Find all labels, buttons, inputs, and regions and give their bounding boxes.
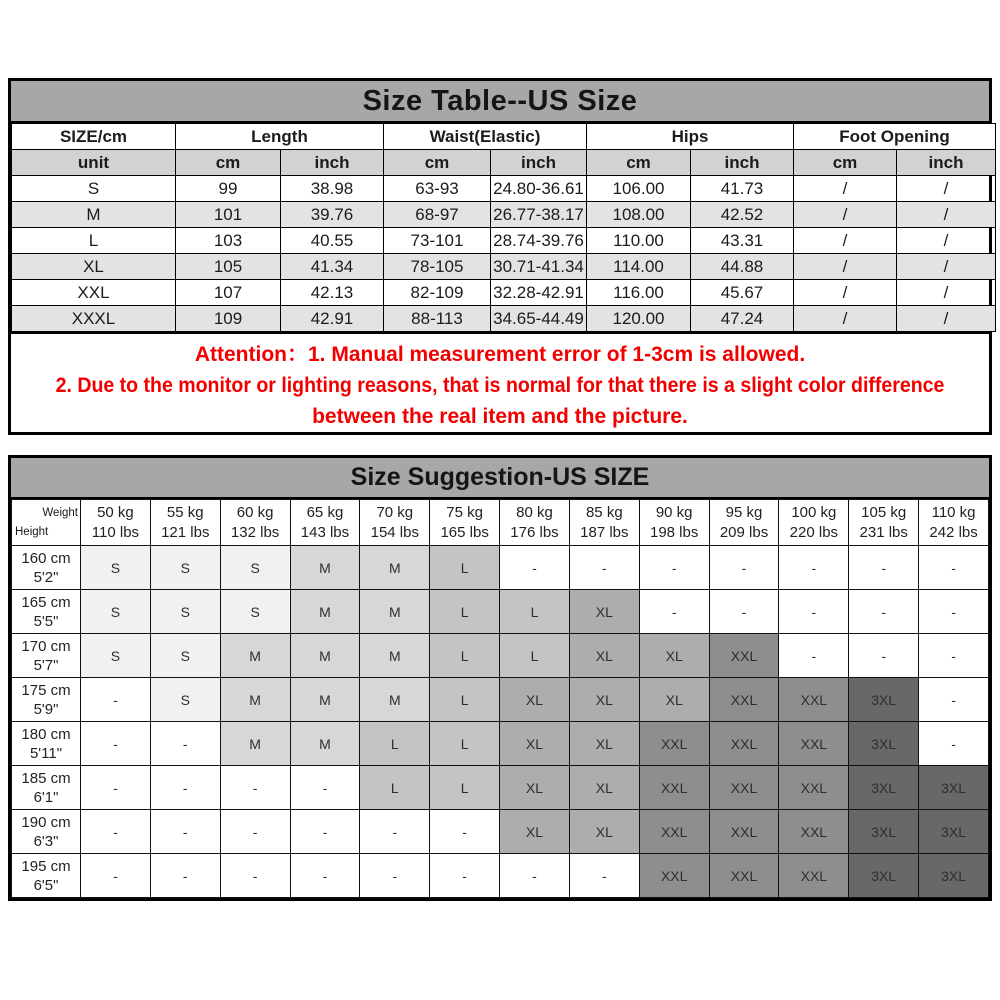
- size-label-cell: XXXL: [12, 306, 176, 332]
- suggestion-cell: -: [220, 810, 290, 854]
- measurement-cell: 41.73: [691, 176, 794, 202]
- weight-header-cell: [150, 500, 220, 546]
- suggestion-cell: 3XL: [919, 766, 989, 810]
- height-cm-label: 170 cm: [21, 637, 71, 655]
- suggestion-cell: -: [150, 854, 220, 898]
- suggestion-cell: XXL: [779, 810, 849, 854]
- unit-header-cell: cm: [176, 150, 281, 176]
- weight-header-cell: [220, 500, 290, 546]
- height-row-165cm: [12, 590, 989, 634]
- suggestion-cell: -: [569, 546, 639, 590]
- size-label-cell: M: [12, 202, 176, 228]
- height-ft-label: 6'1": [33, 788, 59, 806]
- measurement-cell: 26.77-38.17: [491, 202, 587, 228]
- suggestion-cell: 3XL: [849, 678, 919, 722]
- measurement-cell: 88-113: [384, 306, 491, 332]
- size-row-M: [12, 202, 996, 228]
- suggestion-cell: 3XL: [919, 810, 989, 854]
- weight-header-cell: [360, 500, 430, 546]
- measurement-cell: 40.55: [281, 228, 384, 254]
- suggestion-cell: XL: [569, 678, 639, 722]
- suggestion-cell: S: [81, 546, 151, 590]
- weight-header-cell: [639, 500, 709, 546]
- suggestion-cell: M: [290, 590, 360, 634]
- height-ft-label: 5'9": [33, 700, 59, 718]
- measurement-cell: 42.13: [281, 280, 384, 306]
- measurement-cell: /: [897, 306, 996, 332]
- weight-kg-label: 100 kg: [791, 503, 837, 521]
- weight-header-cell: [849, 500, 919, 546]
- weight-lbs-label: 198 lbs: [649, 523, 699, 541]
- suggestion-cell: 3XL: [849, 854, 919, 898]
- measurement-cell: 43.31: [691, 228, 794, 254]
- suggestion-cell: XXL: [709, 766, 779, 810]
- suggestion-cell: -: [639, 546, 709, 590]
- suggestion-cell: -: [360, 810, 430, 854]
- suggestion-cell: L: [430, 722, 500, 766]
- suggestion-cell: M: [220, 722, 290, 766]
- attention-line-3: between the real item and the picture.: [312, 405, 688, 428]
- measurement-cell: 28.74-39.76: [491, 228, 587, 254]
- height-header-cell: [12, 722, 81, 766]
- suggestion-cell: M: [290, 722, 360, 766]
- weight-lbs-label: 220 lbs: [789, 523, 839, 541]
- suggestion-cell: -: [150, 722, 220, 766]
- measurement-cell: 47.24: [691, 306, 794, 332]
- suggestion-cell: -: [430, 810, 500, 854]
- suggestion-cell: S: [220, 590, 290, 634]
- measurement-cell: 44.88: [691, 254, 794, 280]
- attention-line-1: Attention：1. Manual measurement error of 1-3cm is allowed.: [194, 343, 806, 366]
- suggestion-cell: 3XL: [849, 810, 919, 854]
- column-group-header: Waist(Elastic): [384, 124, 587, 150]
- height-row-195cm: [12, 854, 989, 898]
- weight-lbs-label: 242 lbs: [929, 523, 978, 541]
- suggestion-cell: M: [290, 678, 360, 722]
- unit-header-cell: inch: [897, 150, 996, 176]
- height-cm-label: 180 cm: [21, 725, 71, 743]
- weight-lbs-label: 132 lbs: [230, 523, 280, 541]
- weight-header-cell: [500, 500, 570, 546]
- weight-lbs-label: 165 lbs: [440, 523, 489, 541]
- unit-header-cell: unit: [12, 150, 176, 176]
- suggestion-cell: -: [150, 766, 220, 810]
- suggestion-cell: S: [220, 546, 290, 590]
- height-row-160cm: [12, 546, 989, 590]
- suggestion-cell: XL: [500, 678, 570, 722]
- measurement-cell: 45.67: [691, 280, 794, 306]
- suggestion-cell: XL: [639, 634, 709, 678]
- size-row-L: [12, 228, 996, 254]
- suggestion-cell: S: [150, 678, 220, 722]
- size-label-cell: XXL: [12, 280, 176, 306]
- column-group-header: Hips: [587, 124, 794, 150]
- suggestion-cell: XL: [500, 722, 570, 766]
- suggestion-cell: -: [779, 634, 849, 678]
- height-ft-label: 6'5": [33, 876, 59, 894]
- weight-lbs-label: 143 lbs: [300, 523, 350, 541]
- measurement-cell: /: [794, 306, 897, 332]
- size-row-XXXL: [12, 306, 996, 332]
- size-table-title: Size Table--US Size: [11, 81, 989, 123]
- measurement-cell: 38.98: [281, 176, 384, 202]
- column-group-header: Length: [176, 124, 384, 150]
- height-cm-label: 190 cm: [21, 813, 71, 831]
- height-ft-label: 6'3": [33, 832, 59, 850]
- suggestion-cell: L: [360, 722, 430, 766]
- measurement-cell: 103: [176, 228, 281, 254]
- height-header-cell: [12, 766, 81, 810]
- weight-header-row: [12, 500, 989, 546]
- suggestion-cell: M: [220, 678, 290, 722]
- weight-kg-label: 65 kg: [306, 503, 344, 521]
- weight-header-cell: [779, 500, 849, 546]
- weight-header-cell: [290, 500, 360, 546]
- measurement-cell: 109: [176, 306, 281, 332]
- measurement-cell: 114.00: [587, 254, 691, 280]
- suggestion-cell: -: [849, 590, 919, 634]
- suggestion-cell: 3XL: [849, 766, 919, 810]
- suggestion-cell: S: [81, 634, 151, 678]
- measurement-cell: /: [794, 202, 897, 228]
- height-cm-label: 195 cm: [21, 857, 71, 875]
- suggestion-cell: L: [360, 766, 430, 810]
- suggestion-cell: -: [709, 590, 779, 634]
- suggestion-cell: 3XL: [849, 722, 919, 766]
- suggestion-cell: XXL: [709, 810, 779, 854]
- weight-lbs-label: 187 lbs: [580, 523, 629, 541]
- unit-header-cell: cm: [794, 150, 897, 176]
- size-suggestion-table: [11, 499, 989, 898]
- measurement-cell: 32.28-42.91: [491, 280, 587, 306]
- height-ft-label: 5'5": [33, 612, 59, 630]
- measurement-cell: /: [794, 228, 897, 254]
- height-cm-label: 165 cm: [21, 593, 71, 611]
- weight-lbs-label: 209 lbs: [719, 523, 769, 541]
- weight-header-cell: [919, 500, 989, 546]
- measurement-cell: 120.00: [587, 306, 691, 332]
- measurement-cell: 105: [176, 254, 281, 280]
- suggestion-cell: XL: [569, 590, 639, 634]
- suggestion-cell: S: [81, 590, 151, 634]
- height-ft-label: 5'7": [33, 656, 59, 674]
- suggestion-cell: -: [81, 766, 151, 810]
- measurement-cell: 101: [176, 202, 281, 228]
- height-header-cell: [12, 678, 81, 722]
- weight-kg-label: 110 kg: [931, 503, 976, 521]
- height-cm-label: 185 cm: [21, 769, 71, 787]
- suggestion-cell: XXL: [639, 722, 709, 766]
- height-header-cell: [12, 546, 81, 590]
- column-group-header: SIZE/cm: [12, 124, 176, 150]
- suggestion-cell: L: [430, 766, 500, 810]
- suggestion-cell: XL: [569, 810, 639, 854]
- measurement-cell: 42.91: [281, 306, 384, 332]
- size-suggestion-section: [8, 455, 992, 901]
- suggestion-cell: XXL: [709, 854, 779, 898]
- measurement-cell: 73-101: [384, 228, 491, 254]
- suggestion-cell: XXL: [639, 766, 709, 810]
- suggestion-cell: -: [81, 722, 151, 766]
- suggestion-cell: -: [919, 634, 989, 678]
- suggestion-cell: XXL: [779, 722, 849, 766]
- suggestion-cell: -: [779, 546, 849, 590]
- suggestion-cell: M: [290, 546, 360, 590]
- weight-header-cell: [430, 500, 500, 546]
- measurement-cell: /: [897, 176, 996, 202]
- height-ft-label: 5'2": [33, 568, 59, 586]
- height-ft-label: 5'11": [29, 744, 63, 762]
- size-table: [11, 123, 996, 332]
- height-header-cell: [12, 810, 81, 854]
- measurement-cell: 34.65-44.49: [491, 306, 587, 332]
- suggestion-cell: -: [81, 678, 151, 722]
- suggestion-cell: XL: [569, 722, 639, 766]
- height-row-175cm: [12, 678, 989, 722]
- unit-header-cell: inch: [491, 150, 587, 176]
- weight-header-cell: [709, 500, 779, 546]
- measurement-cell: 39.76: [281, 202, 384, 228]
- measurement-cell: 106.00: [587, 176, 691, 202]
- weight-header-cell: [569, 500, 639, 546]
- suggestion-cell: L: [430, 634, 500, 678]
- column-group-header: Foot Opening: [794, 124, 996, 150]
- measurement-cell: 78-105: [384, 254, 491, 280]
- height-row-190cm: [12, 810, 989, 854]
- weight-lbs-label: 231 lbs: [859, 523, 908, 541]
- measurement-cell: 82-109: [384, 280, 491, 306]
- weight-lbs-label: 121 lbs: [161, 523, 210, 541]
- unit-header-cell: inch: [691, 150, 794, 176]
- unit-header-cell: cm: [587, 150, 691, 176]
- suggestion-cell: -: [290, 766, 360, 810]
- size-table-unit-row: [12, 150, 996, 176]
- weight-lbs-label: 176 lbs: [510, 523, 559, 541]
- weight-kg-label: 105 kg: [861, 503, 907, 521]
- corner-weight-label: Weight: [42, 507, 78, 519]
- size-row-XXL: [12, 280, 996, 306]
- suggestion-cell: -: [81, 854, 151, 898]
- height-cm-label: 175 cm: [21, 681, 71, 699]
- unit-header-cell: cm: [384, 150, 491, 176]
- measurement-cell: 24.80-36.61: [491, 176, 587, 202]
- suggestion-cell: -: [779, 590, 849, 634]
- height-cm-label: 160 cm: [21, 549, 71, 567]
- height-row-170cm: [12, 634, 989, 678]
- suggestion-cell: XXL: [709, 722, 779, 766]
- measurement-cell: 116.00: [587, 280, 691, 306]
- suggestion-cell: L: [430, 546, 500, 590]
- suggestion-cell: XL: [500, 810, 570, 854]
- suggestion-cell: -: [220, 854, 290, 898]
- suggestion-cell: XXL: [709, 634, 779, 678]
- suggestion-cell: L: [430, 678, 500, 722]
- suggestion-cell: M: [220, 634, 290, 678]
- measurement-cell: 42.52: [691, 202, 794, 228]
- suggestion-cell: -: [360, 854, 430, 898]
- height-header-cell: [12, 590, 81, 634]
- weight-kg-label: 70 kg: [376, 503, 414, 521]
- suggestion-cell: S: [150, 546, 220, 590]
- size-suggestion-title: Size Suggestion-US SIZE: [11, 458, 989, 499]
- weight-kg-label: 75 kg: [446, 503, 483, 521]
- size-table-section: [8, 78, 992, 435]
- weight-kg-label: 50 kg: [97, 503, 134, 521]
- suggestion-cell: -: [919, 546, 989, 590]
- measurement-cell: 30.71-41.34: [491, 254, 587, 280]
- suggestion-cell: XXL: [779, 854, 849, 898]
- suggestion-cell: 3XL: [919, 854, 989, 898]
- weight-lbs-label: 154 lbs: [370, 523, 419, 541]
- suggestion-cell: -: [919, 590, 989, 634]
- suggestion-cell: XXL: [779, 766, 849, 810]
- size-label-cell: L: [12, 228, 176, 254]
- size-row-S: [12, 176, 996, 202]
- suggestion-cell: -: [220, 766, 290, 810]
- weight-kg-label: 85 kg: [585, 503, 623, 521]
- measurement-cell: 99: [176, 176, 281, 202]
- suggestion-cell: -: [500, 854, 570, 898]
- suggestion-cell: -: [849, 546, 919, 590]
- suggestion-cell: XXL: [639, 854, 709, 898]
- suggestion-cell: XL: [569, 766, 639, 810]
- measurement-cell: 63-93: [384, 176, 491, 202]
- measurement-cell: /: [794, 280, 897, 306]
- measurement-cell: 41.34: [281, 254, 384, 280]
- suggestion-cell: -: [500, 546, 570, 590]
- suggestion-cell: XL: [569, 634, 639, 678]
- height-row-185cm: [12, 766, 989, 810]
- measurement-cell: 68-97: [384, 202, 491, 228]
- suggestion-cell: -: [290, 854, 360, 898]
- suggestion-cell: -: [569, 854, 639, 898]
- suggestion-cell: L: [500, 590, 570, 634]
- suggestion-cell: -: [150, 810, 220, 854]
- height-header-cell: [12, 634, 81, 678]
- height-row-180cm: [12, 722, 989, 766]
- suggestion-cell: -: [709, 546, 779, 590]
- measurement-cell: 110.00: [587, 228, 691, 254]
- weight-height-corner-cell: [12, 500, 81, 546]
- weight-kg-label: 55 kg: [166, 503, 204, 521]
- size-label-cell: XL: [12, 254, 176, 280]
- measurement-cell: /: [897, 254, 996, 280]
- suggestion-cell: M: [360, 678, 430, 722]
- weight-lbs-label: 110 lbs: [91, 523, 140, 541]
- unit-header-cell: inch: [281, 150, 384, 176]
- suggestion-cell: L: [500, 634, 570, 678]
- suggestion-cell: XXL: [709, 678, 779, 722]
- attention-line-2: 2. Due to the monitor or lighting reasons, that is normal for that there is a slight color difference: [55, 374, 945, 397]
- suggestion-cell: -: [430, 854, 500, 898]
- suggestion-cell: -: [919, 722, 989, 766]
- suggestion-cell: -: [639, 590, 709, 634]
- measurement-cell: /: [897, 202, 996, 228]
- weight-kg-label: 60 kg: [236, 503, 274, 521]
- measurement-cell: 107: [176, 280, 281, 306]
- suggestion-cell: XL: [500, 766, 570, 810]
- size-table-group-header-row: [12, 124, 996, 150]
- corner-height-label: Height: [15, 526, 49, 538]
- suggestion-cell: L: [430, 590, 500, 634]
- attention-note: [11, 332, 989, 432]
- suggestion-cell: XXL: [639, 810, 709, 854]
- suggestion-cell: -: [290, 810, 360, 854]
- suggestion-cell: M: [290, 634, 360, 678]
- suggestion-cell: XL: [639, 678, 709, 722]
- weight-kg-label: 90 kg: [655, 503, 693, 521]
- suggestion-cell: -: [81, 810, 151, 854]
- suggestion-cell: S: [150, 590, 220, 634]
- suggestion-cell: -: [849, 634, 919, 678]
- suggestion-cell: M: [360, 590, 430, 634]
- size-label-cell: S: [12, 176, 176, 202]
- measurement-cell: 108.00: [587, 202, 691, 228]
- suggestion-cell: M: [360, 634, 430, 678]
- suggestion-cell: XXL: [779, 678, 849, 722]
- measurement-cell: /: [897, 228, 996, 254]
- weight-header-cell: [81, 500, 151, 546]
- weight-kg-label: 95 kg: [725, 503, 763, 521]
- weight-kg-label: 80 kg: [516, 503, 553, 521]
- size-row-XL: [12, 254, 996, 280]
- measurement-cell: /: [794, 176, 897, 202]
- suggestion-cell: -: [919, 678, 989, 722]
- suggestion-cell: S: [150, 634, 220, 678]
- suggestion-cell: M: [360, 546, 430, 590]
- measurement-cell: /: [794, 254, 897, 280]
- measurement-cell: /: [897, 280, 996, 306]
- height-header-cell: [12, 854, 81, 898]
